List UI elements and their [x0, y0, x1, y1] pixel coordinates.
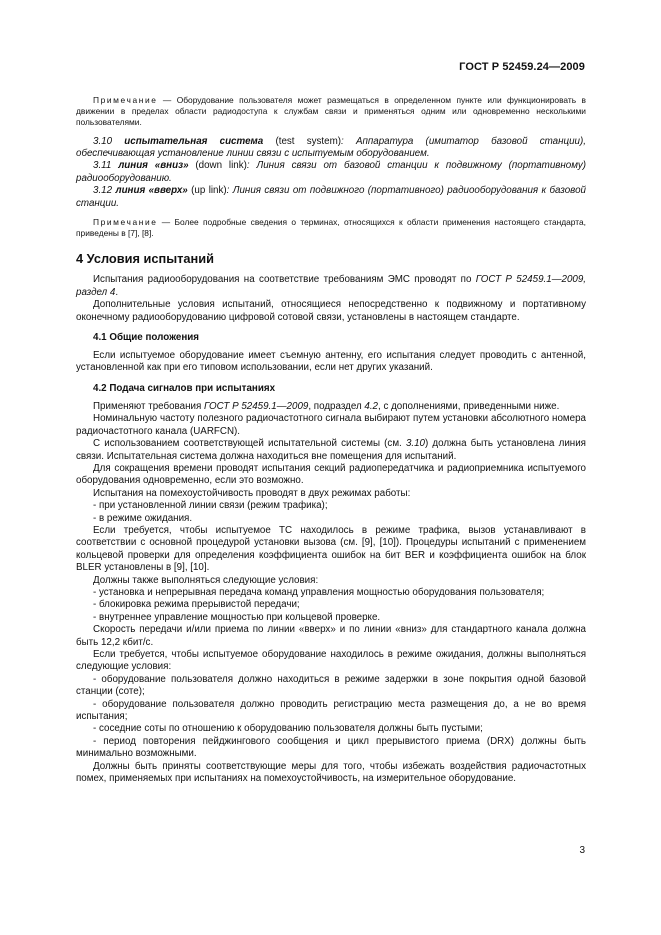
term-english: (down link)	[188, 160, 247, 172]
term-number: 3.12	[93, 185, 116, 197]
paragraph: Скорость передачи и/или приема по линии «вверх» и по линии «вниз» для стандартного канала должна быть 12,2 кбит/с.	[76, 624, 586, 648]
clause-reference: 4.2	[364, 400, 379, 412]
paragraph: Если требуется, чтобы испытуемое оборудование находилось в режиме ожидания, должны выполняться следующие условия:	[76, 649, 586, 673]
note-text: — Более подробные сведения о терминах, относящихся к области применения настоящего стандарта, приведены в [7], [8].	[76, 217, 586, 239]
term-def: : Линия связи от базовой станции к подвижному (портативному) радиооборудованию.	[76, 160, 587, 184]
note-label: Примечание	[93, 217, 158, 228]
paragraph: Если требуется, чтобы испытуемое ТС находилось в режиме трафика, вызов устанавливают в соответствии с основной процедурой установки вызова (см. [9], [10]). Процедуры испытаний с применением кольцевой проверки для определения коэффициента ошибок на бит BER и коэффициента ошибок на блок BLER установлены в [9], [10].	[76, 524, 586, 574]
term-definition	[76, 136, 586, 161]
page-content	[76, 95, 586, 785]
paragraph: Должны также выполняться следующие условия:	[93, 574, 319, 586]
note-label: Примечание	[93, 95, 158, 105]
list-item: - в режиме ожидания.	[93, 512, 193, 524]
term-name: испытательная система	[124, 135, 264, 147]
subsection-heading: 4.1 Общие положения	[93, 332, 200, 344]
term-def: : Аппаратура (имитатор базовой станции), обеспечивающая установление линии связи с испытуемым оборудованием.	[76, 135, 586, 160]
document-id-header: ГОСТ Р 52459.24—2009	[459, 61, 585, 73]
note-paragraph	[76, 95, 586, 129]
term-name: линия «вниз»	[118, 160, 189, 172]
term-number: 3.11	[93, 160, 119, 172]
clause-reference: 3.10	[405, 438, 426, 450]
page-number: 3	[579, 845, 585, 856]
term-definition	[76, 160, 586, 185]
term-number: 3.10	[93, 135, 125, 147]
paragraph: Испытания на помехоустойчивость проводят в двух режимах работы:	[93, 487, 411, 499]
term-english: (up link)	[187, 185, 227, 197]
paragraph: Если испытуемое оборудование имеет съемную антенну, его испытания следует проводить с антенной, установленной как при его типовом использовании, если нет других указаний.	[76, 350, 586, 374]
term-english: (test system)	[263, 135, 342, 147]
standard-reference: ГОСТ Р 52459.1—2009, раздел 4	[76, 274, 587, 298]
term-def: : Линия связи от подвижного (портативного) радиооборудования к базовой станции.	[76, 185, 586, 209]
paragraph: Должны быть приняты соответствующие меры для того, чтобы избежать воздействия радиочастотных помех, применяемых при испытаниях на помехоустойчивость, на измерительное оборудование.	[76, 760, 586, 785]
term-name: линия «вверх»	[115, 185, 188, 197]
list-item: - установка и непрерывная передача команд управления мощностью оборудования пользователя;	[93, 586, 545, 598]
list-item: - при установленной линии связи (режим трафика);	[93, 500, 328, 512]
list-item: - оборудование пользователя должно проводить регистрацию места размещения до, а не во время испытания;	[76, 698, 586, 723]
note-text: — Оборудование пользователя может размещаться в определенном пункте или функционировать в движении в пределах области радиодоступа к службам связи и применяться одним или одновременно несколькими пользователями.	[76, 95, 586, 128]
subsection-heading: 4.2 Подача сигналов при испытаниях	[93, 382, 276, 394]
list-item: - период повторения пейджингового сообщения и цикл прерывистого приема (DRX) должны быть минимально возможными.	[76, 735, 586, 760]
list-item: - блокировка режима прерывистой передачи;	[93, 599, 300, 611]
paragraph: С использованием соответствующей испытательной системы (см. 3.10) должна быть установлена линия связи. Испытательная система должна находиться вне помещения для испытаний.	[76, 438, 586, 462]
list-item: - оборудование пользователя должно находиться в режиме задержки в зоне покрытия одной базовой станции (соте);	[76, 673, 586, 698]
list-item: - соседние соты по отношению к оборудованию пользователя должны быть пустыми;	[93, 723, 483, 735]
section-heading: 4 Условия испытаний	[76, 251, 214, 267]
paragraph: Для сокращения времени проводят испытания секций радиопередатчика и радиоприемника испытуемого оборудования одновременно, если это возможно.	[76, 462, 586, 487]
paragraph: Дополнительные условия испытаний, относящиеся непосредственно к подвижному и портативному оконечному радиооборудованию цифровой сотовой связи, установлены в настоящем стандарте.	[76, 299, 586, 323]
term-definition	[76, 185, 586, 210]
paragraph: Испытания радиооборудования на соответствие требованиям ЭМС проводят по ГОСТ Р 52459.1—2009, раздел 4.	[76, 274, 587, 298]
list-item: - внутреннее управление мощностью при кольцевой проверке.	[93, 611, 381, 623]
paragraph: Номинальную частоту полезного радиочастотного сигнала выбирают путем установки абсолютного номера радиочастотного канала (UARFCN).	[76, 413, 586, 437]
standard-reference: ГОСТ Р 52459.1—2009	[204, 400, 309, 412]
note-paragraph	[76, 217, 586, 239]
paragraph: Применяют требования ГОСТ Р 52459.1—2009, подраздел 4.2, с дополнениями, приведенными ниже.	[93, 400, 560, 412]
